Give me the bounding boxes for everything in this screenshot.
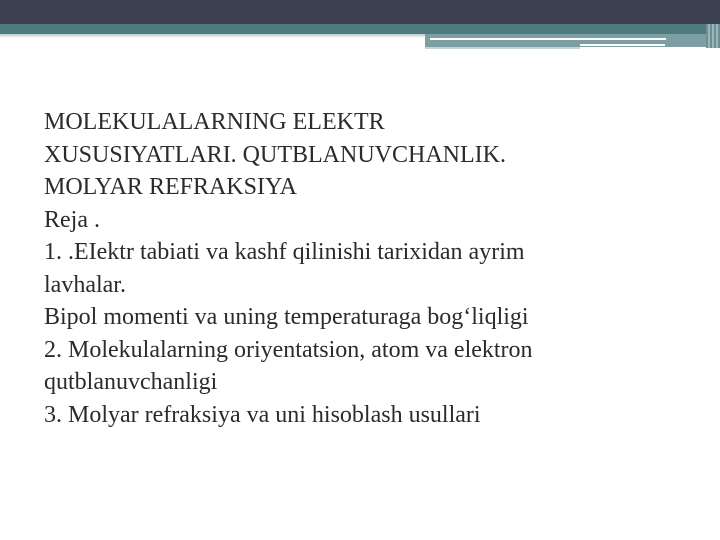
header-accent-stripes xyxy=(706,24,720,48)
header-accent-bar xyxy=(425,34,720,47)
plan-item-line: 1. .EIektr tabiati va kashf qilinishi tarixidan ayrim xyxy=(44,239,525,265)
header-accent-line xyxy=(430,38,666,40)
plan-label: Reja . xyxy=(44,206,100,233)
slide-title-line: XUSUSIYATLARI. QUTBLANUVCHANLIK. xyxy=(44,141,506,168)
plan-item-line: 2. Molekulalarning oriyentatsion, atom va elektron xyxy=(44,336,533,363)
plan-item-line: Bipol momenti va uning temperaturaga bog‘liqligi xyxy=(44,304,529,330)
header-band-dark xyxy=(0,0,720,24)
slide-title-line: MOLEKULALARNING ELEKTR xyxy=(44,109,385,135)
slide-body-text xyxy=(44,106,684,431)
plan-item-line: qutblanuvchanligi xyxy=(44,369,218,395)
slide-title-line: MOLYAR REFRAKSIYA xyxy=(44,174,297,200)
header-accent-light-line xyxy=(425,47,580,49)
header-accent-line-short xyxy=(580,44,665,46)
plan-item-line: 3. Molyar refraksiya va uni hisoblash usullari xyxy=(44,401,481,428)
header-band-teal xyxy=(0,24,720,34)
plan-item-line: lavhalar. xyxy=(44,271,126,298)
